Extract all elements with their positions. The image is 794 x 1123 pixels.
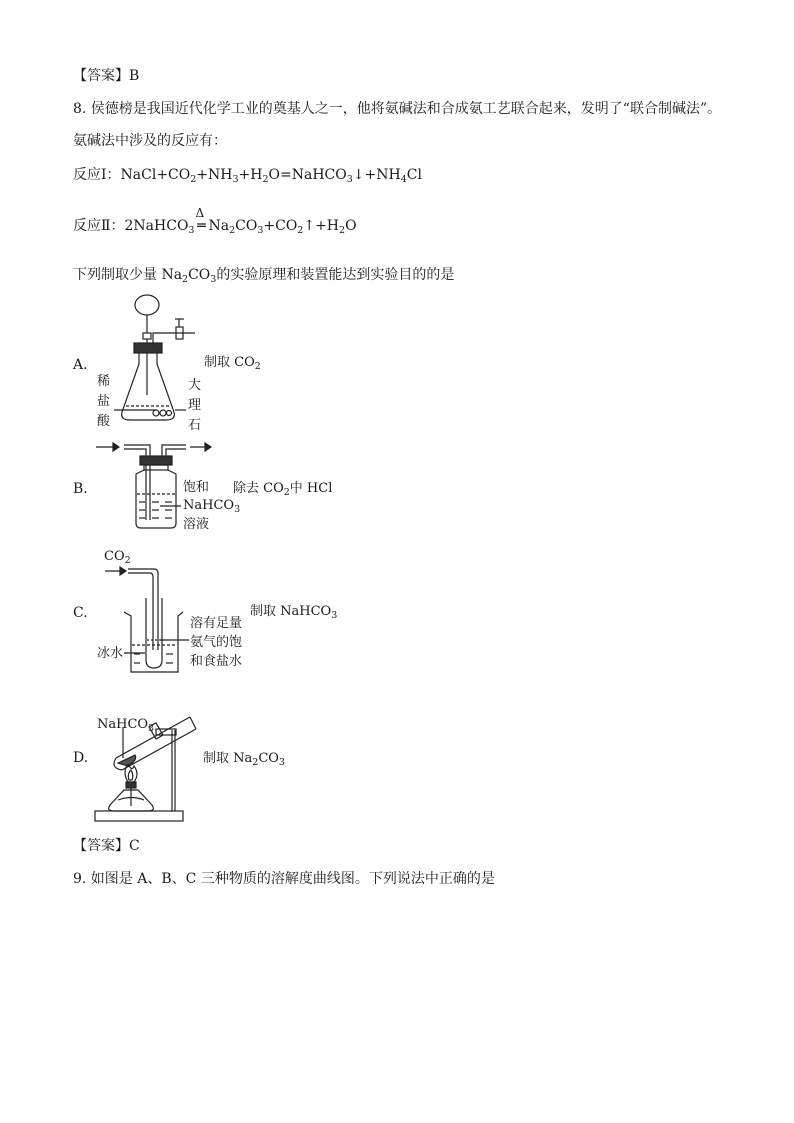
reaction-2-label: 反应Ⅱ： — [73, 218, 125, 234]
test-tube-mouth — [190, 717, 196, 729]
purpose-sub: 2 — [252, 757, 259, 768]
r2-sub: 3 — [188, 225, 195, 236]
delta-symbol: Δ — [195, 206, 205, 220]
flame-outer — [125, 764, 137, 782]
tube-label-formula: NaHCO — [97, 717, 149, 732]
purpose-text: CO — [258, 751, 279, 766]
option-c-letter: C. — [73, 605, 88, 621]
lamp-wick-holder — [126, 782, 136, 788]
answer-prefix: 【答案】 — [73, 838, 129, 854]
q8-stem-line2: 氨碱法中涉及的反应有： — [73, 133, 227, 149]
r2-sub: 3 — [257, 225, 264, 236]
liquid-label-line: 饱和 — [183, 480, 210, 495]
r1-part: Cl — [406, 167, 422, 183]
option-d-purpose — [203, 750, 285, 768]
option-c-ice-water-label: 冰水 — [97, 646, 124, 661]
r1-sub: 2 — [262, 174, 269, 185]
r1-sub: 2 — [190, 174, 197, 185]
liquid-formula: NaHCO — [183, 498, 235, 513]
r1-sub: 3 — [232, 174, 239, 185]
answer-prefix: 【答案】 — [73, 68, 129, 84]
reaction-1-label: 反应Ⅰ： — [73, 167, 121, 183]
label-char: 大 — [188, 378, 202, 393]
r1-part: +H — [238, 167, 263, 183]
purpose-sub: 2 — [283, 487, 290, 498]
tube-label-sub: 3 — [148, 723, 155, 734]
r2-part: O — [345, 218, 357, 234]
question-sub: 3 — [210, 274, 217, 285]
purpose-text: 制取 CO — [204, 355, 255, 370]
r2-sub: 2 — [339, 225, 346, 236]
r2-sub: 2 — [229, 225, 236, 236]
liquid-label-line: 溶液 — [183, 517, 210, 532]
label-char: 盐 — [97, 394, 111, 409]
test-tube-top — [116, 717, 190, 758]
purpose-sub: 3 — [278, 757, 285, 768]
r1-part: +NH — [196, 167, 233, 183]
question-text: 下列制取少量 Na — [73, 267, 183, 283]
liquid-formula-sub: 3 — [234, 504, 241, 515]
r2-part: +CO — [263, 218, 298, 234]
r1-part: NaCl+CO — [120, 167, 191, 183]
label-char: 石 — [188, 418, 202, 433]
equals-sign: ═ — [197, 218, 206, 234]
r2-part: 2NaHCO — [124, 218, 189, 234]
gas-formula: CO — [104, 549, 125, 564]
label-char: 理 — [188, 398, 202, 413]
r2-part: CO — [235, 218, 258, 234]
question-sub: 2 — [182, 274, 189, 285]
answer-value: C — [129, 838, 140, 854]
q8-stem-line1: 8. 侯德榜是我国近代化学工业的奠基人之一，他将氨碱法和合成氨工艺联合起来，发明了“联合制碱法”。 — [73, 101, 722, 117]
purpose-sub: 2 — [254, 361, 261, 372]
purpose-sub: 3 — [331, 610, 338, 621]
purpose-text: 制取 NaHCO — [250, 604, 332, 619]
option-b-letter: B. — [73, 481, 88, 497]
purpose-text: 中 HCl — [289, 481, 333, 496]
flame-inner — [128, 770, 132, 780]
r2-sub: 2 — [297, 225, 304, 236]
r2-part: Na — [208, 218, 230, 234]
question-text: CO — [188, 267, 211, 283]
answer-value: B — [129, 68, 140, 84]
r1-sub: 4 — [400, 174, 407, 185]
purpose-text: 制取 Na — [203, 751, 253, 766]
r1-part: ↓+NH — [352, 167, 401, 183]
stand-base — [95, 811, 183, 821]
r1-sub: 3 — [346, 174, 353, 185]
option-d-letter: D. — [73, 750, 89, 766]
solution-label-line: 氨气的饱 — [190, 635, 243, 650]
solution-label-line: 溶有足量 — [190, 616, 243, 631]
label-char: 酸 — [97, 414, 111, 429]
option-a-letter: A. — [73, 357, 88, 373]
r1-part: O=NaHCO — [268, 167, 347, 183]
solution-label-line: 和食盐水 — [190, 654, 243, 669]
question-text: 的实验原理和装置能达到实验目的的是 — [216, 267, 455, 283]
answer-line-q8 — [73, 837, 140, 855]
purpose-text: 除去 CO — [233, 481, 284, 496]
q9-stem: 9. 如图是 A、B、C 三种物质的溶解度曲线图。下列说法中正确的是 — [73, 871, 495, 887]
label-char: 稀 — [97, 374, 111, 389]
r2-part: ↑+H — [303, 218, 340, 234]
gas-sub: 2 — [124, 555, 131, 566]
